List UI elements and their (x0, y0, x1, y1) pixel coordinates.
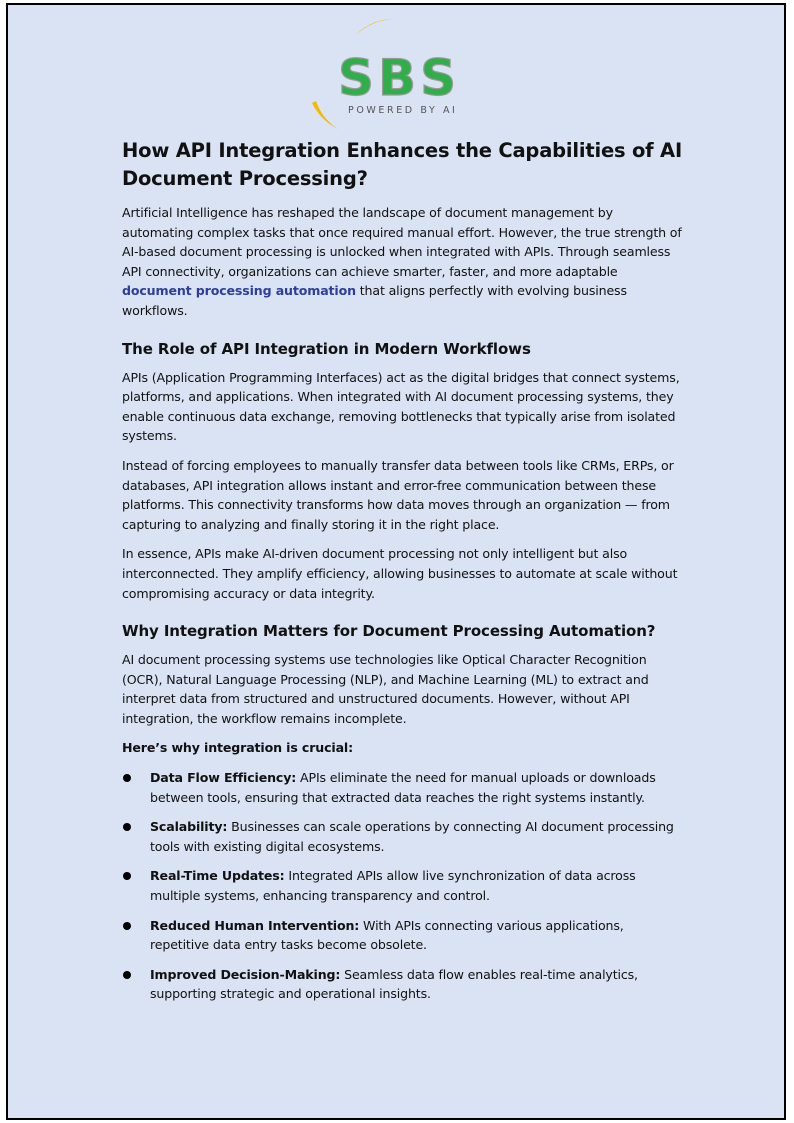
list-item-term: Improved Decision-Making: (150, 966, 341, 982)
list-item-text: Integrated APIs allow live synchronization of data across multiple systems, enhancing transparency and control. (150, 868, 636, 904)
intro-paragraph (122, 203, 682, 321)
sbs-logo-graphic (298, 17, 498, 137)
bullets-lead: Here’s why integration is crucial: (122, 740, 353, 756)
section2-paragraph-1: AI document processing systems use technologies like Optical Character Recognition (OCR), Natural Language Processing (NLP), and Machine Learning (ML) to extract and interpret data from structured and unstructured documents. However, without API integration, the workflow remains incomplete. (122, 652, 649, 726)
section-heading-role-of-api: The Role of API Integration in Modern Workflows (122, 339, 531, 358)
section1-paragraph-2: Instead of forcing employees to manually transfer data between tools like CRMs, ERPs, or databases, API integration allows instant and error-free communication between these platforms. This connectivity transforms how data moves through an organization — from capturing to analyzing and finally storing it in the right place. (122, 457, 674, 532)
list-item (122, 965, 682, 1004)
list-item-text: With APIs connecting various applications, repetitive data entry tasks become obsolete. (150, 917, 624, 953)
bullet-icon (123, 823, 131, 831)
bullet-icon (123, 872, 131, 880)
list-item-term: Scalability: (150, 819, 228, 835)
list-item (122, 817, 682, 856)
section-heading-why-integration: Why Integration Matters for Document Processing Automation? (122, 622, 656, 641)
article-title: How API Integration Enhances the Capabilities of AI Document Processing? (122, 139, 683, 190)
list-item-term: Data Flow Efficiency: (150, 770, 297, 786)
list-item-text: Seamless data flow enables real-time analytics, supporting strategic and operational insights. (150, 966, 638, 1002)
bullet-icon (123, 774, 131, 782)
list-item (122, 866, 682, 905)
document-processing-automation-link[interactable]: document processing automation (122, 283, 356, 299)
section1-paragraph-3: In essence, APIs make AI-driven document processing not only intelligent but also interconnected. They amplify efficiency, allowing businesses to automate at scale without compromising accuracy or data integrity. (122, 546, 678, 601)
section1-paragraph-1: APIs (Application Programming Interfaces) act as the digital bridges that connect systems, platforms, and applications. When integrated with AI document processing systems, they enable continuous data exchange, removing bottlenecks that typically arise from isolated systems. (122, 369, 680, 444)
benefits-list (122, 768, 682, 1004)
list-item-text: APIs eliminate the need for manual uploads or downloads between tools, ensuring that extracted data reaches the right systems instantly. (150, 770, 656, 805)
list-item-term: Real-Time Updates: (150, 868, 285, 884)
list-item (122, 916, 682, 955)
bullet-icon (123, 971, 131, 979)
bullet-icon (123, 922, 131, 930)
article (122, 137, 682, 1014)
sbs-logo (298, 17, 498, 137)
intro-text-before-link: Artificial Intelligence has reshaped the landscape of document management by automating complex tasks that once required manual effort. However, the true strength of AI-based document processing is unlocked when integrated with APIs. Through seamless API connectivity, organizations can achieve smarter, faster, and more adaptable (122, 205, 682, 279)
document-page (6, 3, 786, 1120)
logo-letters: SBS (338, 49, 461, 107)
list-item-text: Businesses can scale operations by connecting AI document processing tools with existing digital ecosystems. (150, 819, 674, 854)
list-item-term: Reduced Human Intervention: (150, 917, 360, 933)
intro-text-after-link: that aligns perfectly with evolving business workflows. (122, 283, 627, 318)
list-item (122, 768, 682, 807)
logo-tagline: POWERED BY AI (348, 105, 458, 116)
